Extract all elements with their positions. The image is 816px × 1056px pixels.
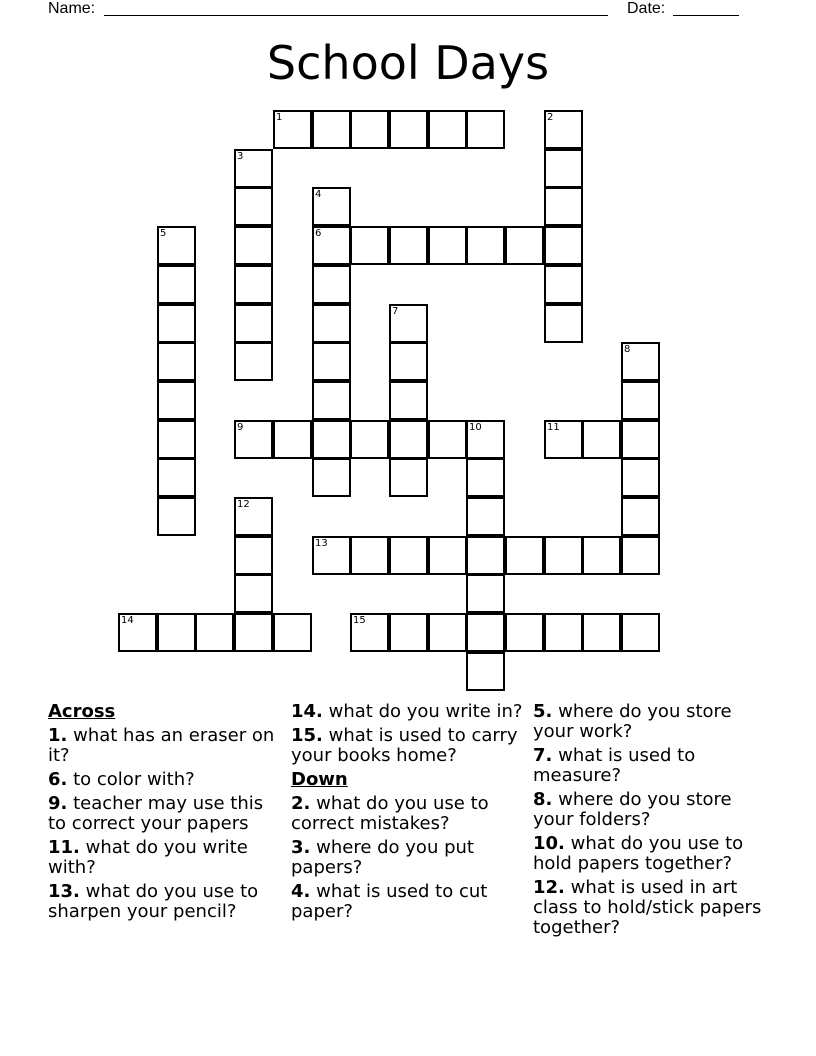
- name-field[interactable]: [104, 15, 608, 16]
- header: [48, 0, 768, 20]
- grid-cell[interactable]: [312, 342, 351, 381]
- grid-cell[interactable]: [621, 458, 660, 497]
- grid-cell[interactable]: [582, 536, 621, 575]
- grid-cell[interactable]: [466, 226, 505, 265]
- grid-cell[interactable]: [621, 536, 660, 575]
- clue-across-9: 9. teacher may use this to correct your papers: [48, 793, 264, 834]
- grid-cell[interactable]: [466, 652, 505, 691]
- grid-cell[interactable]: [157, 265, 196, 304]
- grid-cell[interactable]: [505, 536, 544, 575]
- clues-column-2: [291, 702, 526, 926]
- clue-down-3: 3. where do you put papers?: [291, 837, 474, 878]
- grid-cell[interactable]: [157, 420, 196, 459]
- grid-cell[interactable]: [621, 381, 660, 420]
- grid-cell[interactable]: [389, 226, 428, 265]
- grid-cell[interactable]: [157, 342, 196, 381]
- date-label: Date:: [627, 0, 666, 17]
- grid-cell[interactable]: [350, 536, 389, 575]
- grid-cell[interactable]: [234, 536, 273, 575]
- grid-cell[interactable]: [544, 536, 583, 575]
- grid-cell[interactable]: [157, 497, 196, 536]
- grid-cell[interactable]: [389, 304, 428, 343]
- grid-cell[interactable]: [312, 265, 351, 304]
- name-label: Name:: [48, 0, 96, 17]
- grid-cell[interactable]: [234, 187, 273, 226]
- clue-number: 7: [392, 306, 399, 317]
- grid-cell[interactable]: [544, 420, 583, 459]
- clue-number: 4: [315, 189, 322, 200]
- grid-cell[interactable]: [621, 420, 660, 459]
- grid-cell[interactable]: [544, 187, 583, 226]
- down-heading: Down: [291, 769, 348, 790]
- grid-cell[interactable]: [544, 613, 583, 652]
- grid-cell[interactable]: [234, 265, 273, 304]
- across-heading: Across: [48, 701, 116, 722]
- clue-number: 10: [469, 422, 482, 433]
- clue-number: 3: [237, 151, 244, 162]
- grid-cell[interactable]: [466, 497, 505, 536]
- grid-cell[interactable]: [234, 420, 273, 459]
- clue-across-14: 14. what do you write in?: [291, 701, 523, 722]
- grid-cell[interactable]: [157, 458, 196, 497]
- grid-cell[interactable]: [621, 613, 660, 652]
- clue-number: 11: [547, 422, 560, 433]
- grid-cell[interactable]: [389, 536, 428, 575]
- clue-across-11: 11. what do you write with?: [48, 837, 248, 878]
- grid-cell[interactable]: [621, 342, 660, 381]
- grid-cell[interactable]: [234, 613, 273, 652]
- grid-cell[interactable]: [389, 613, 428, 652]
- puzzle-title: School Days: [266, 36, 550, 90]
- grid-cell[interactable]: [582, 420, 621, 459]
- clue-number: 15: [353, 615, 366, 626]
- clue-down-10: 10. what do you use to hold papers together?: [533, 833, 744, 874]
- grid-cell[interactable]: [428, 613, 467, 652]
- grid-cell[interactable]: [312, 110, 351, 149]
- grid-cell[interactable]: [466, 110, 505, 149]
- grid-cell[interactable]: [157, 613, 196, 652]
- grid-cell[interactable]: [621, 497, 660, 536]
- clues-column-3: [533, 702, 763, 942]
- clue-number: 8: [624, 344, 631, 355]
- grid-cell[interactable]: [466, 613, 505, 652]
- grid-cell[interactable]: [312, 304, 351, 343]
- grid-cell[interactable]: [234, 574, 273, 613]
- grid-cell[interactable]: [157, 304, 196, 343]
- clue-across-13: 13. what do you use to sharpen your pencil?: [48, 881, 259, 922]
- grid-cell[interactable]: [544, 149, 583, 188]
- grid-cell[interactable]: [350, 613, 389, 652]
- grid-cell[interactable]: [389, 381, 428, 420]
- grid-cell[interactable]: [428, 536, 467, 575]
- date-field[interactable]: [673, 15, 739, 16]
- grid-cell[interactable]: [157, 381, 196, 420]
- grid-cell[interactable]: [273, 420, 312, 459]
- grid-cell[interactable]: [312, 381, 351, 420]
- grid-cell[interactable]: [312, 536, 351, 575]
- grid-cell[interactable]: [350, 420, 389, 459]
- grid-cell[interactable]: [428, 420, 467, 459]
- grid-cell[interactable]: [466, 458, 505, 497]
- clue-number: 2: [547, 112, 554, 123]
- grid-cell[interactable]: [312, 420, 351, 459]
- grid-cell[interactable]: [389, 420, 428, 459]
- grid-cell[interactable]: [350, 226, 389, 265]
- grid-cell[interactable]: [466, 574, 505, 613]
- clue-down-12: 12. what is used in art class to hold/stick papers together?: [533, 877, 762, 938]
- grid-cell[interactable]: [312, 458, 351, 497]
- grid-cell[interactable]: [118, 613, 157, 652]
- clue-number: 12: [237, 499, 250, 510]
- clue-across-15: 15. what is used to carry your books home?: [291, 725, 518, 766]
- grid-cell[interactable]: [544, 265, 583, 304]
- grid-cell[interactable]: [234, 226, 273, 265]
- clue-down-2: 2. what do you use to correct mistakes?: [291, 793, 489, 834]
- grid-cell[interactable]: [350, 110, 389, 149]
- clue-down-5: 5. where do you store your work?: [533, 701, 732, 742]
- clue-number: 5: [160, 228, 167, 239]
- grid-cell[interactable]: [544, 304, 583, 343]
- grid-cell[interactable]: [389, 342, 428, 381]
- grid-cell[interactable]: [234, 342, 273, 381]
- clues-column-1: [48, 702, 278, 926]
- grid-cell[interactable]: [389, 110, 428, 149]
- grid-cell[interactable]: [544, 110, 583, 149]
- grid-cell[interactable]: [195, 613, 234, 652]
- grid-cell[interactable]: [505, 226, 544, 265]
- grid-cell[interactable]: [428, 226, 467, 265]
- clue-number: 6: [315, 228, 322, 239]
- grid-cell[interactable]: [582, 613, 621, 652]
- grid-cell[interactable]: [389, 458, 428, 497]
- clue-number: 13: [315, 538, 328, 549]
- grid-cell[interactable]: [428, 110, 467, 149]
- clue-number: 9: [237, 422, 244, 433]
- grid-cell[interactable]: [312, 187, 351, 226]
- clue-across-1: 1. what has an eraser on it?: [48, 725, 275, 766]
- grid-cell[interactable]: [157, 226, 196, 265]
- grid-cell[interactable]: [466, 420, 505, 459]
- grid-cell[interactable]: [544, 226, 583, 265]
- clue-down-8: 8. where do you store your folders?: [533, 789, 732, 830]
- clue-number: 1: [276, 112, 283, 123]
- grid-cell[interactable]: [505, 613, 544, 652]
- grid-cell[interactable]: [466, 536, 505, 575]
- grid-cell[interactable]: [234, 497, 273, 536]
- clue-number: 14: [121, 615, 134, 626]
- clue-across-6: 6. to color with?: [48, 769, 195, 790]
- clue-down-4: 4. what is used to cut paper?: [291, 881, 488, 922]
- grid-cell[interactable]: [273, 110, 312, 149]
- grid-cell[interactable]: [312, 226, 351, 265]
- grid-cell[interactable]: [273, 613, 312, 652]
- clue-down-7: 7. what is used to measure?: [533, 745, 696, 786]
- grid-cell[interactable]: [234, 149, 273, 188]
- grid-cell[interactable]: [234, 304, 273, 343]
